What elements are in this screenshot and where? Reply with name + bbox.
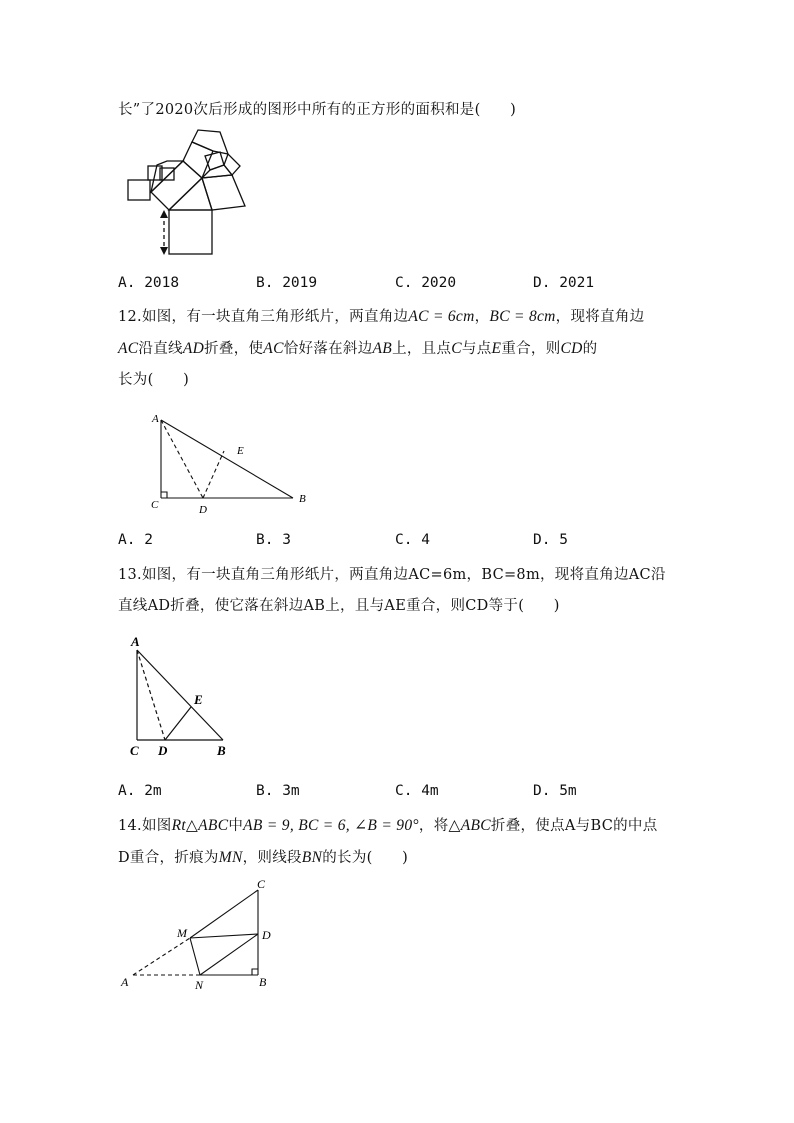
q12-label-d: D	[199, 504, 207, 516]
q14-label-c: C	[257, 877, 266, 891]
q14-fold-figure	[115, 876, 295, 996]
q12-option-c[interactable]: C. 4	[395, 532, 430, 548]
q11-option-b[interactable]: B. 2019	[256, 275, 318, 291]
q13-stem-line-1: 13.如图，有一块直角三角形纸片，两直角边AC=6m，BC=8m，现将直角边AC沿	[118, 567, 666, 583]
q14-label-m: M	[177, 926, 187, 940]
q12-label-a: A	[152, 413, 159, 425]
q14-stem-line-1: 14.如图Rt△ABC中AB = 9, BC = 6, ∠B = 90°，将△ABC折叠，使点A与BC的中点	[118, 817, 658, 834]
q14-label-d: D	[262, 928, 271, 942]
q13-label-e: E	[194, 692, 203, 707]
q12-stem-line-3: 长为( )	[118, 372, 190, 388]
q11-option-d[interactable]: D. 2021	[533, 275, 595, 291]
q11-stem: 长”了2020次后形成的图形中所有的正方形的面积和是( )	[118, 102, 517, 118]
q13-option-a[interactable]: A. 2m	[118, 783, 162, 799]
q13-stem-line-2: 直线AD折叠，使它落在斜边AB上，且与AE重合，则CD等于( )	[118, 598, 560, 614]
q14-label-a: A	[121, 975, 129, 989]
q14-label-b: B	[259, 975, 267, 989]
q12-stem-line-2: AC沿直线AD折叠，使AC恰好落在斜边AB上，且点C与点E重合，则CD的	[118, 340, 598, 357]
q12-label-e: E	[237, 445, 244, 457]
q12-option-b[interactable]: B. 3	[256, 532, 291, 548]
q12-label-b: B	[299, 493, 306, 505]
q13-label-d: D	[158, 743, 168, 758]
q13-label-a: A	[131, 634, 140, 649]
q13-label-c: C	[130, 743, 139, 758]
q13-option-d[interactable]: D. 5m	[533, 783, 577, 799]
q11-option-c[interactable]: C. 2020	[395, 275, 457, 291]
q14-label-n: N	[195, 978, 204, 992]
q12-option-d[interactable]: D. 5	[533, 532, 568, 548]
q12-stem-line-1: 12.如图，有一块直角三角形纸片，两直角边AC = 6cm，BC = 8cm，现将直角边	[118, 308, 645, 325]
q11-pythagoras-tree-figure	[120, 128, 280, 258]
q13-label-b: B	[217, 743, 226, 758]
q12-option-a[interactable]: A. 2	[118, 532, 153, 548]
q14-stem-line-2: D重合，折痕为MN，则线段BN的长为( )	[118, 849, 409, 866]
q12-triangle-figure	[145, 408, 325, 518]
q13-option-b[interactable]: B. 3m	[256, 783, 300, 799]
q13-option-c[interactable]: C. 4m	[395, 783, 439, 799]
q12-label-c: C	[151, 499, 159, 511]
q13-triangle-figure	[125, 630, 265, 760]
q11-option-a[interactable]: A. 2018	[118, 275, 180, 291]
